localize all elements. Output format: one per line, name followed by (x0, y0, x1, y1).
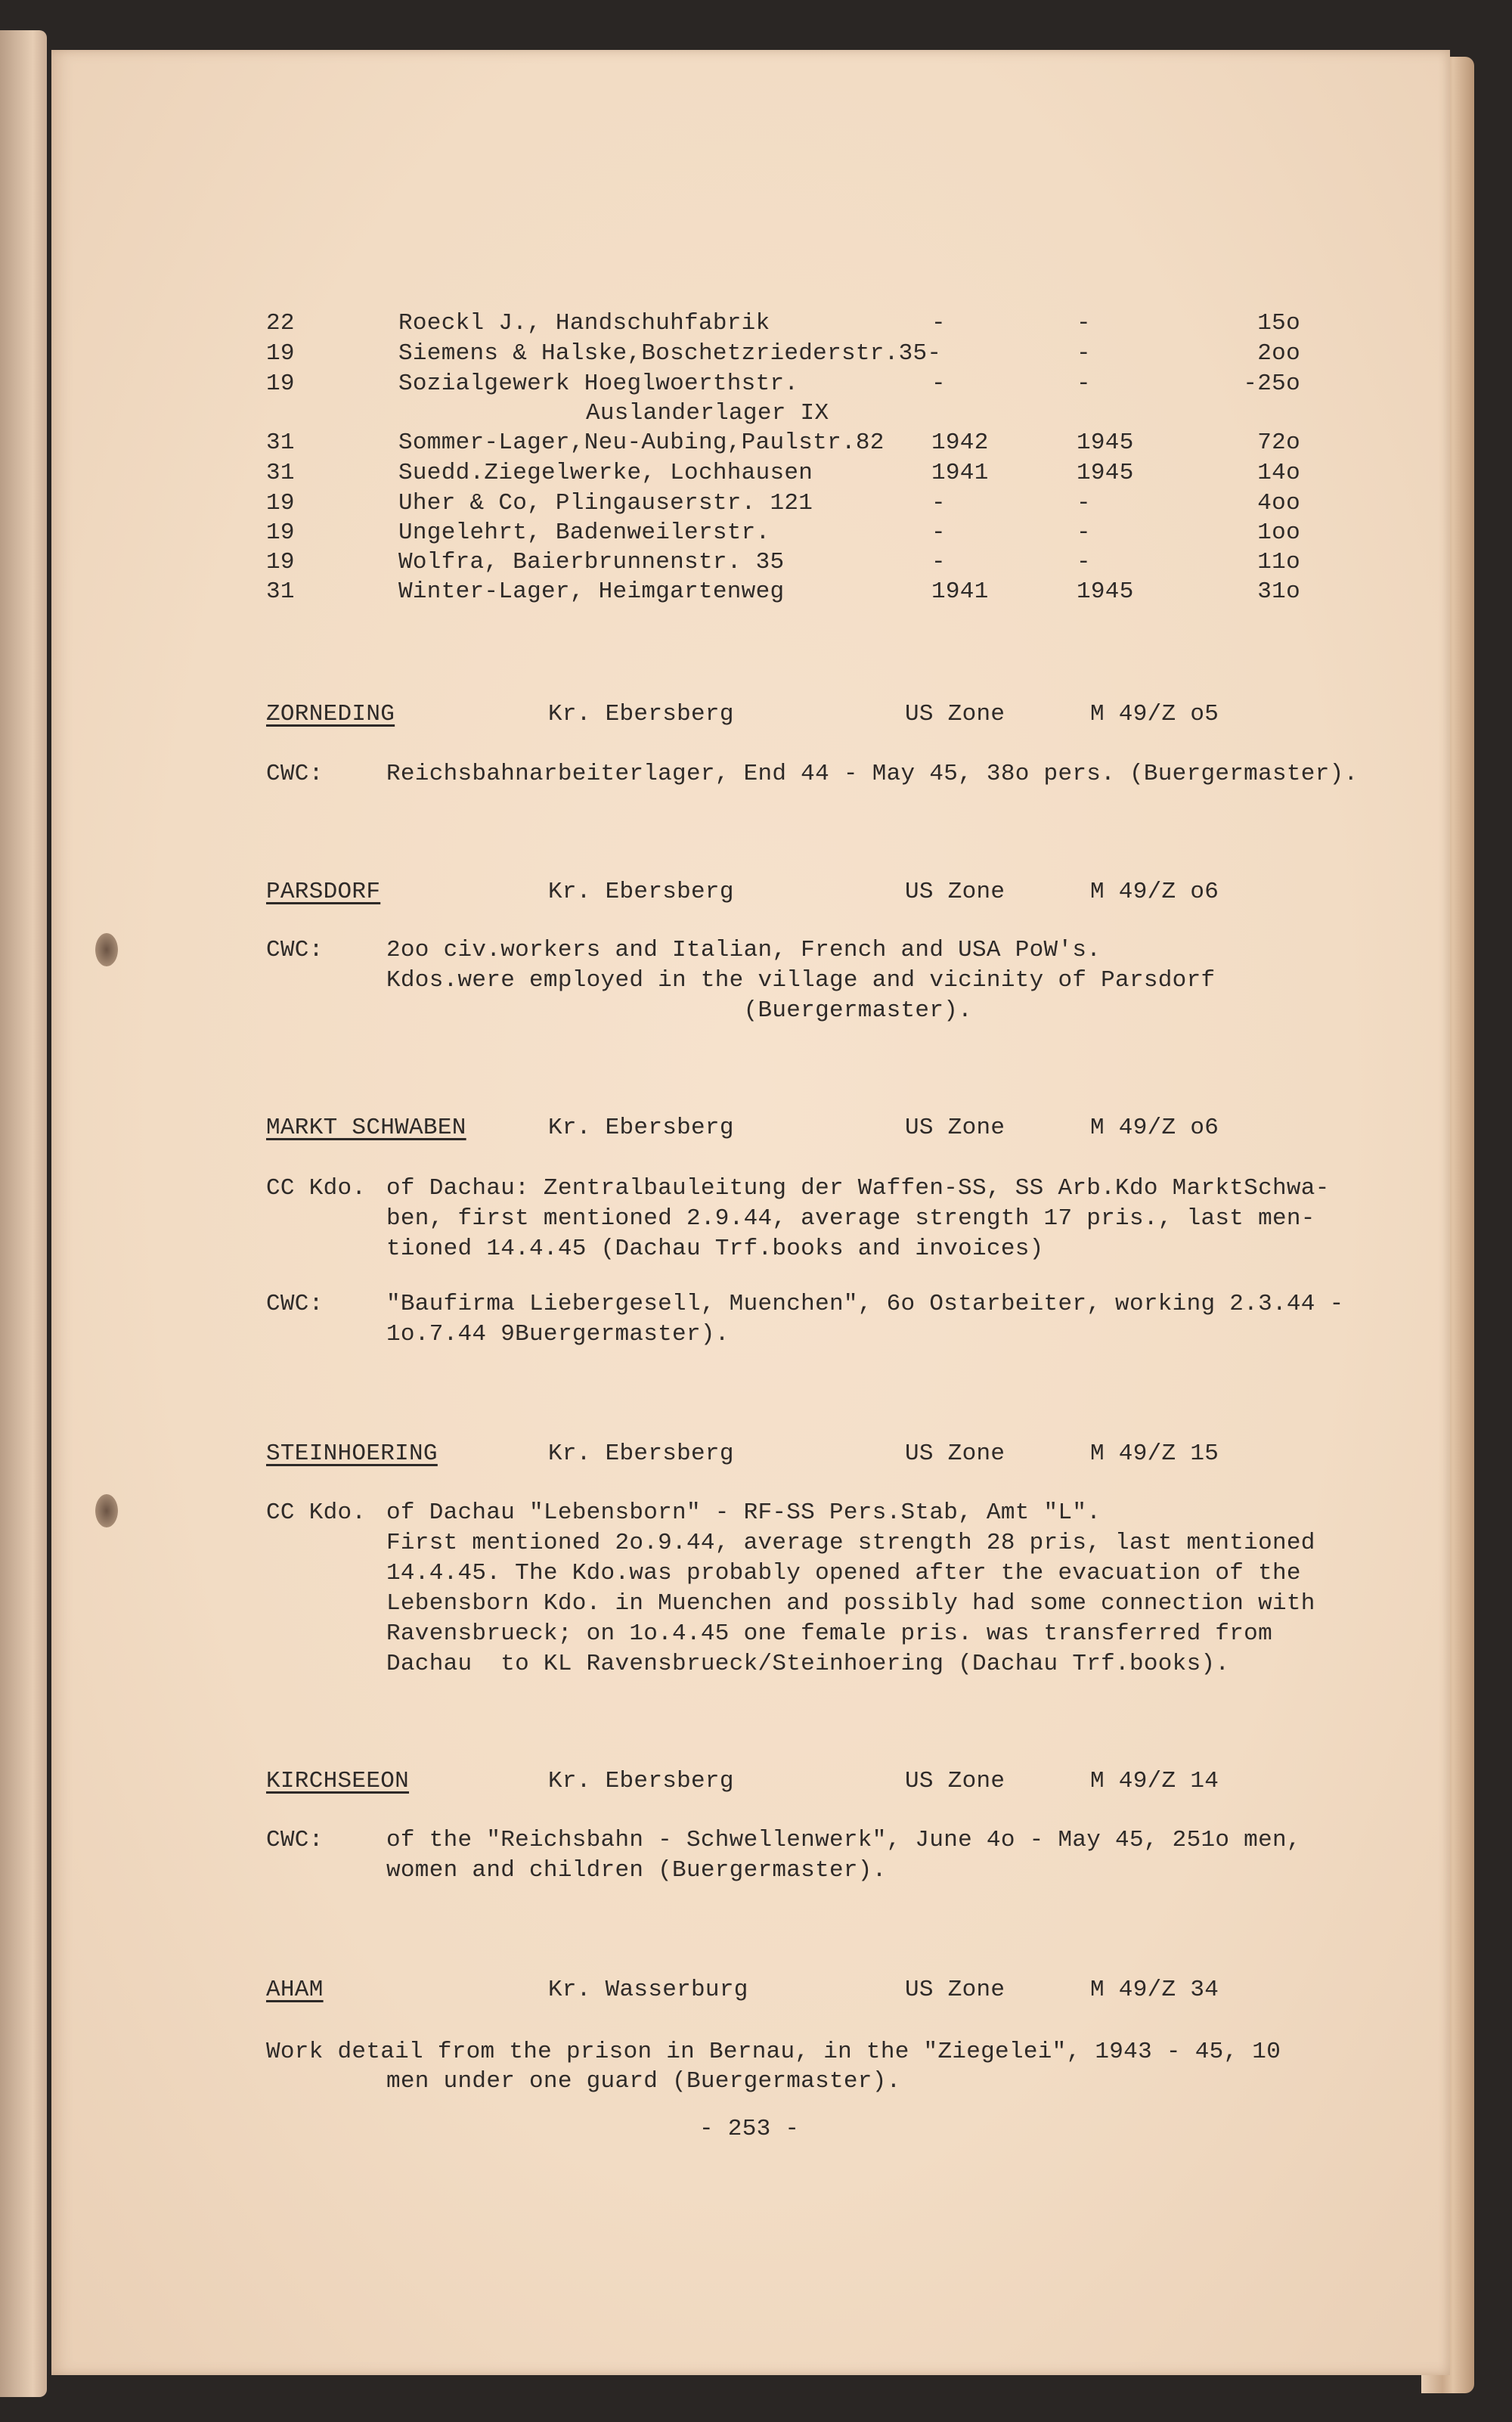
row-to: - (1077, 490, 1091, 516)
row-count: 72o (1257, 430, 1300, 456)
section-kreis: Kr. Ebersberg (548, 1440, 734, 1467)
row-name: Uher & Co, Plingauserstr. 121 (398, 490, 813, 516)
section-kreis: Kr. Ebersberg (548, 1115, 734, 1141)
section-place: STEINHOERING (266, 1440, 438, 1467)
punch-hole (95, 933, 118, 966)
row-count: 14o (1257, 460, 1300, 486)
row-from: - (931, 519, 946, 546)
row-from: 1942 (931, 430, 989, 456)
paragraph-label: CWC: (266, 761, 324, 787)
row-to: 1945 (1077, 460, 1134, 486)
section-ref: M 49/Z o6 (1090, 879, 1219, 905)
section-ref: M 49/Z 14 (1090, 1768, 1219, 1794)
section-ref: M 49/Z o6 (1090, 1115, 1219, 1141)
paragraph-label: CC Kdo. (266, 1499, 367, 1526)
paragraph-line: Reichsbahnarbeiterlager, End 44 - May 45, 38o pers. (Buergermaster). (386, 761, 1359, 787)
row-to: - (1077, 519, 1091, 546)
paragraph-line: women and children (Buergermaster). (386, 1857, 887, 1884)
paragraph-line: Kdos.were employed in the village and vicinity of Parsdorf (386, 967, 1216, 994)
row-count: 2oo (1257, 340, 1300, 367)
row-to: - (1077, 340, 1091, 367)
paragraph-line: of Dachau: Zentralbauleitung der Waffen-SS, SS Arb.Kdo MarktSchwa- (386, 1175, 1330, 1202)
paragraph-line: "Baufirma Liebergesell, Muenchen", 6o Ostarbeiter, working 2.3.44 - (386, 1291, 1344, 1317)
row-from: 1941 (931, 460, 989, 486)
row-name: Sozialgewerk Hoeglwoerthstr. (398, 371, 799, 397)
paragraph-line: of the "Reichsbahn - Schwellenwerk", June 4o - May 45, 251o men, (386, 1827, 1301, 1853)
row-code: 19 (266, 490, 295, 516)
section-zone: US Zone (905, 1977, 1005, 2003)
section-kreis: Kr. Ebersberg (548, 1768, 734, 1794)
section-zone: US Zone (905, 701, 1005, 727)
section-place: PARSDORF (266, 879, 381, 905)
section-zone: US Zone (905, 1115, 1005, 1141)
paragraph-line: tioned 14.4.45 (Dachau Trf.books and invoices) (386, 1236, 1044, 1262)
row-to: 1945 (1077, 430, 1134, 456)
row-from: - (931, 549, 946, 575)
row-to: - (1077, 549, 1091, 575)
row-name: Suedd.Ziegelwerke, Lochhausen (398, 460, 813, 486)
row-code: 19 (266, 340, 295, 367)
row-code: 31 (266, 430, 295, 456)
paragraph-label: CWC: (266, 1291, 324, 1317)
paragraph-label: CC Kdo. (266, 1175, 367, 1202)
paragraph-line: Ravensbrueck; on 1o.4.45 one female pris. was transferred from (386, 1620, 1272, 1647)
row-name: Wolfra, Baierbrunnenstr. 35 (398, 549, 785, 575)
row-count: 15o (1257, 310, 1300, 336)
row-from: 1941 (931, 578, 989, 605)
section-zone: US Zone (905, 879, 1005, 905)
row-name: Roeckl J., Handschuhfabrik (398, 310, 770, 336)
page-number: - 253 - (699, 2116, 800, 2142)
section-place: MARKT SCHWABEN (266, 1115, 466, 1141)
row-name: Sommer-Lager,Neu-Aubing,Paulstr.82 (398, 430, 885, 456)
row-from: - (931, 310, 946, 336)
row-code: 22 (266, 310, 295, 336)
section-place: AHAM (266, 1977, 324, 2003)
paragraph-line: Lebensborn Kdo. in Muenchen and possibly had some connection with (386, 1590, 1315, 1617)
paragraph-line: men under one guard (Buergermaster). (386, 2068, 901, 2095)
punch-hole (95, 1494, 118, 1527)
row-code: 31 (266, 460, 295, 486)
row-count: -25o (1243, 371, 1300, 397)
section-zone: US Zone (905, 1440, 1005, 1467)
row-code: 19 (266, 519, 295, 546)
section-kreis: Kr. Wasserburg (548, 1977, 748, 2003)
row-count: 1oo (1257, 519, 1300, 546)
paragraph-line: First mentioned 2o.9.44, average strength 28 pris, last mentioned (386, 1530, 1315, 1556)
row-name: Ungelehrt, Badenweilerstr. (398, 519, 770, 546)
paragraph-label: CWC: (266, 937, 324, 963)
section-kreis: Kr. Ebersberg (548, 701, 734, 727)
row-to: - (1077, 371, 1091, 397)
row-name: Winter-Lager, Heimgartenweg (398, 578, 785, 605)
section-ref: M 49/Z 34 (1090, 1977, 1219, 2003)
row-code: 31 (266, 578, 295, 605)
section-ref: M 49/Z 15 (1090, 1440, 1219, 1467)
row-code: 19 (266, 549, 295, 575)
paragraph-line: 2oo civ.workers and Italian, French and USA PoW's. (386, 937, 1101, 963)
paragraph-line: 14.4.45. The Kdo.was probably opened after the evacuation of the (386, 1560, 1301, 1586)
paragraph-line: (Buergermaster). (386, 997, 973, 1024)
row-count: 11o (1257, 549, 1300, 575)
paragraph-line: ben, first mentioned 2.9.44, average strength 17 pris., last men- (386, 1205, 1315, 1232)
section-kreis: Kr. Ebersberg (548, 879, 734, 905)
facing-page-edge (0, 30, 47, 2397)
paragraph-first-line: Work detail from the prison in Bernau, in the "Ziegelei", 1943 - 45, 10 (266, 2039, 1281, 2065)
section-place: KIRCHSEEON (266, 1768, 410, 1794)
paragraph-label: CWC: (266, 1827, 324, 1853)
row-from: - (931, 490, 946, 516)
row-name-cont: Auslanderlager IX (586, 400, 829, 426)
row-name: Siemens & Halske,Boschetzriederstr.35- (398, 340, 942, 367)
row-count: 4oo (1257, 490, 1300, 516)
section-zone: US Zone (905, 1768, 1005, 1794)
section-place: ZORNEDING (266, 701, 395, 727)
row-from: - (931, 371, 946, 397)
section-ref: M 49/Z o5 (1090, 701, 1219, 727)
paragraph-line: of Dachau "Lebensborn" - RF-SS Pers.Stab, Amt "L". (386, 1499, 1101, 1526)
paragraph-line: 1o.7.44 9Buergermaster). (386, 1321, 730, 1347)
row-to: 1945 (1077, 578, 1134, 605)
paragraph-line: Dachau to KL Ravensbrueck/Steinhoering (Dachau Trf.books). (386, 1651, 1230, 1677)
row-code: 19 (266, 371, 295, 397)
row-to: - (1077, 310, 1091, 336)
row-count: 31o (1257, 578, 1300, 605)
